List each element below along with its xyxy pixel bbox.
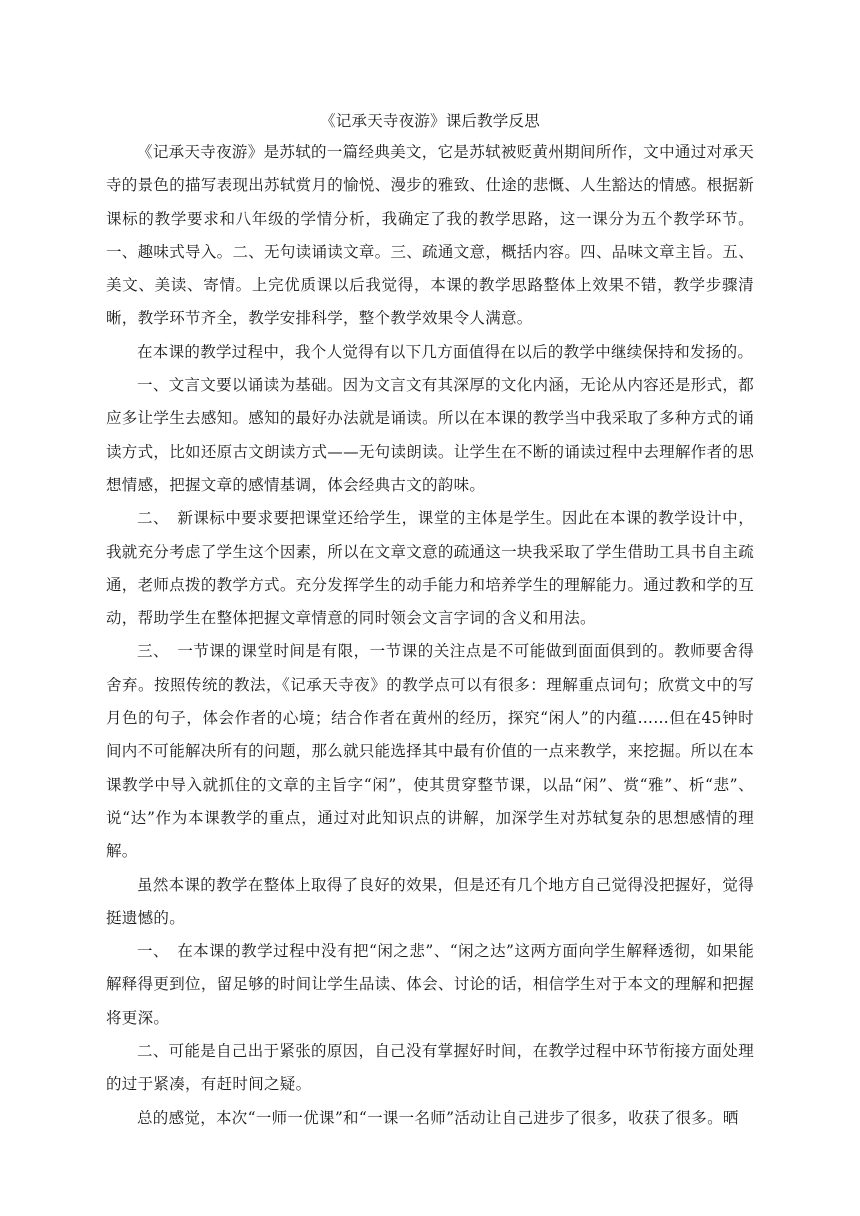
document-title: 《记承天寺夜游》课后教学反思 xyxy=(320,112,540,130)
paragraph-regret-1: 一、 在本课的教学过程中没有把“闲之悲”、“闲之达”这两方面向学生解释透彻，如果能解释得更到位，留足够的时间让学生品读、体会、讨论的话，相信学生对于本文的理解和把握将更深。 xyxy=(106,942,754,1027)
paragraph-strength-1: 一、文言文要以诵读为基础。因为文言文有其深厚的文化内涵，无论从内容还是形式，都应多让学生去感知。感知的最好办法就是诵读。所以在本课的教学当中我采取了多种方式的诵读方式，比如还原古文朗读方式——无句读朗读。让学生在不断的诵读过程中去理解作者的思想情感，把握文章的感情基调，体会经典古文的韵味。 xyxy=(106,376,754,494)
paragraph-strength-2: 二、 新课标中要求要把课堂还给学生，课堂的主体是学生。因此在本课的教学设计中，我就充分考虑了学生这个因素，所以在文章文意的疏通这一块我采取了学生借助工具书自主疏通，老师点拨的教学方式。充分发挥学生的动手能力和培养学生的理解能力。通过教和学的互动，帮助学生在整体把握文章情意的同时领会文言字词的含义和用法。 xyxy=(106,509,754,628)
paragraph-regret-2: 二、可能是自己出于紧张的原因，自己没有掌握好时间，在教学过程中环节衔接方面处理的过于紧凑，有赶时间之疑。 xyxy=(106,1042,754,1094)
paragraph-intro: 《记承天寺夜游》是苏轼的一篇经典美文，它是苏轼被贬黄州期间所作，文中通过对承天寺的景色的描写表现出苏轼赏月的愉悦、漫步的雅致、仕途的悲慨、人生豁达的情感。根据新课标的教学要求和八年级的学情分析，我确定了我的教学思路，这一课分为五个教学环节。 一、趣味式导入。二、无句读诵读文章。三、疏通文意，概括内容。四、品味文章主旨。五、美文、美读、寄情。上完优质课以后我觉得，本课的教学思路整体上效果不错，教学步骤清晰，教学环节齐全，教学安排科学，整个教学效果令人满意。 xyxy=(106,143,754,328)
document-body xyxy=(106,108,754,1135)
paragraph-regrets-lead: 虽然本课的教学在整体上取得了良好的效果，但是还有几个地方自己觉得没把握好，觉得挺遗憾的。 xyxy=(106,875,754,927)
paragraph-strength-3: 三、 一节课的课堂时间是有限，一节课的关注点是不可能做到面面俱到的。教师要舍得舍弃。按照传统的教法，《记承天寺夜》的教学点可以有很多：理解重点词句；欣赏文中的写月色的句子，体会作者的心境；结合作者在黄州的经历，探究“闲人”的内蕴……但在45钟时间内不可能解决所有的问题，那么就只能选择其中最有价值的一点来教学，来挖掘。所以在本课教学中导入就抓住的文章的主旨字“闲”，使其贯穿整节课，以品“闲”、赏“雅”、析“悲”、说“达”作为本课教学的重点，通过对此知识点的讲解，加深学生对苏轼复杂的思想感情的理解。 xyxy=(106,642,754,861)
paragraph-summary: 总的感觉，本次“一师一优课”和“一课一名师”活动让自己进步了很多，收获了很多。晒 xyxy=(137,1108,739,1127)
paragraph-strengths-lead: 在本课的教学过程中，我个人觉得有以下几方面值得在以后的教学中继续保持和发扬的。 xyxy=(137,342,754,361)
